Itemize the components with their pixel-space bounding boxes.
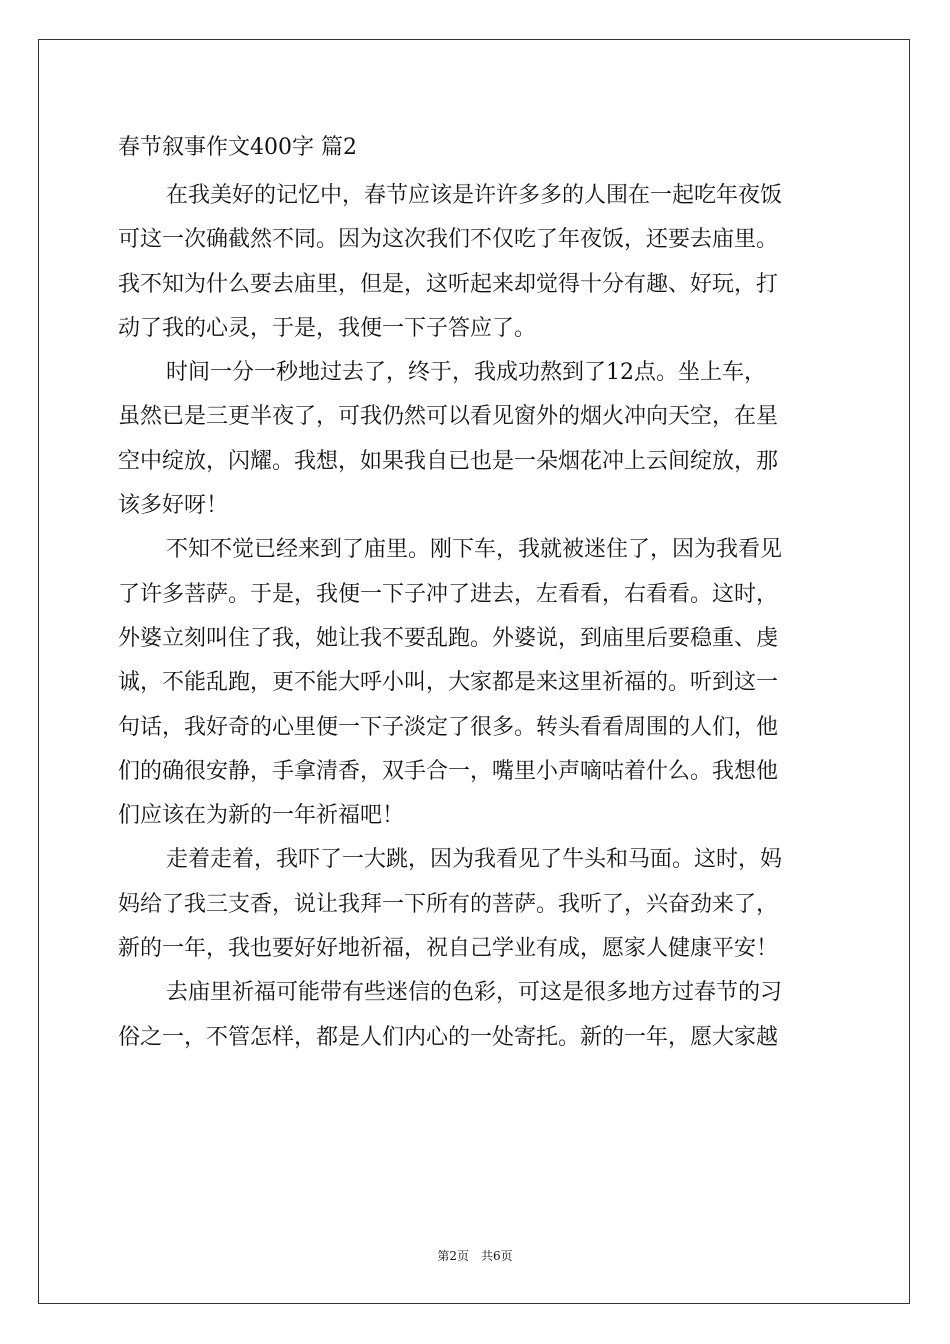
paragraph-line: 俗之一，不管怎样，都是人们内心的一处寄托。新的一年，愿大家越 [118,1024,779,1050]
paragraph-line: 去庙里祈福可能带有些迷信的色彩，可这是很多地方过春节的习 [166,980,783,1006]
document-title: 春节叙事作文400字 篇2 [118,135,357,160]
paragraph-line: 句话，我好奇的心里便一下子淡定了很多。转头看看周围的人们，他 [118,714,779,740]
paragraph-line: 时间一分一秒地过去了，终于，我成功熬到了12点。坐上车， [166,360,766,386]
paragraph-2 [118,351,838,528]
paragraph-line: 诚，不能乱跑，更不能大呼小叫，大家都是来这里祈福的。听到这一 [118,670,779,696]
document-body [118,130,838,1060]
paragraph-line: 走着走着，我吓了一大跳，因为我看见了牛头和马面。这时，妈 [166,847,783,873]
paragraph-line: 可这一次确截然不同。因为这次我们不仅吃了年夜饭，还要去庙里。 [118,227,779,253]
paragraph-line: 们的确很安静，手拿清香，双手合一，嘴里小声嘀咕着什么。我想他 [118,758,779,784]
paragraph-line: 了许多菩萨。于是，我便一下子冲了进去，左看看，右看看。这时， [118,581,779,607]
paragraph-line: 们应该在为新的一年祈福吧！ [118,803,405,829]
paragraph-line: 在我美好的记忆中，春节应该是许许多多的人围在一起吃年夜饭 [166,183,783,208]
paragraph-line: 新的一年，我也要好好地祈福，祝自己学业有成，愿家人健康平安！ [118,936,779,962]
page-number-footer: 第2页 共6页 [437,1249,513,1263]
paragraph-3 [118,528,838,838]
paragraph-line: 虽然已是三更半夜了，可我仍然可以看见窗外的烟火冲向天空，在星 [118,404,779,430]
paragraph-1 [118,174,838,351]
paragraph-line: 动了我的心灵，于是，我便一下子答应了。 [118,315,537,341]
paragraph-4 [118,838,838,971]
paragraph-line: 外婆立刻叫住了我，她让我不要乱跑。外婆说，到庙里后要稳重、虔 [118,625,779,651]
paragraph-line: 空中绽放，闪耀。我想，如果我自已也是一朵烟花冲上云间绽放，那 [118,448,779,474]
paragraph-5 [118,971,838,1060]
paragraph-line: 我不知为什么要去庙里，但是，这听起来却觉得十分有趣、好玩，打 [118,271,779,297]
paragraph-line: 不知不觉已经来到了庙里。刚下车，我就被迷住了，因为我看见 [166,537,783,563]
paragraph-line: 该多好呀！ [118,493,229,519]
paragraph-line: 妈给了我三支香，说让我拜一下所有的菩萨。我听了，兴奋劲来了， [118,891,779,917]
